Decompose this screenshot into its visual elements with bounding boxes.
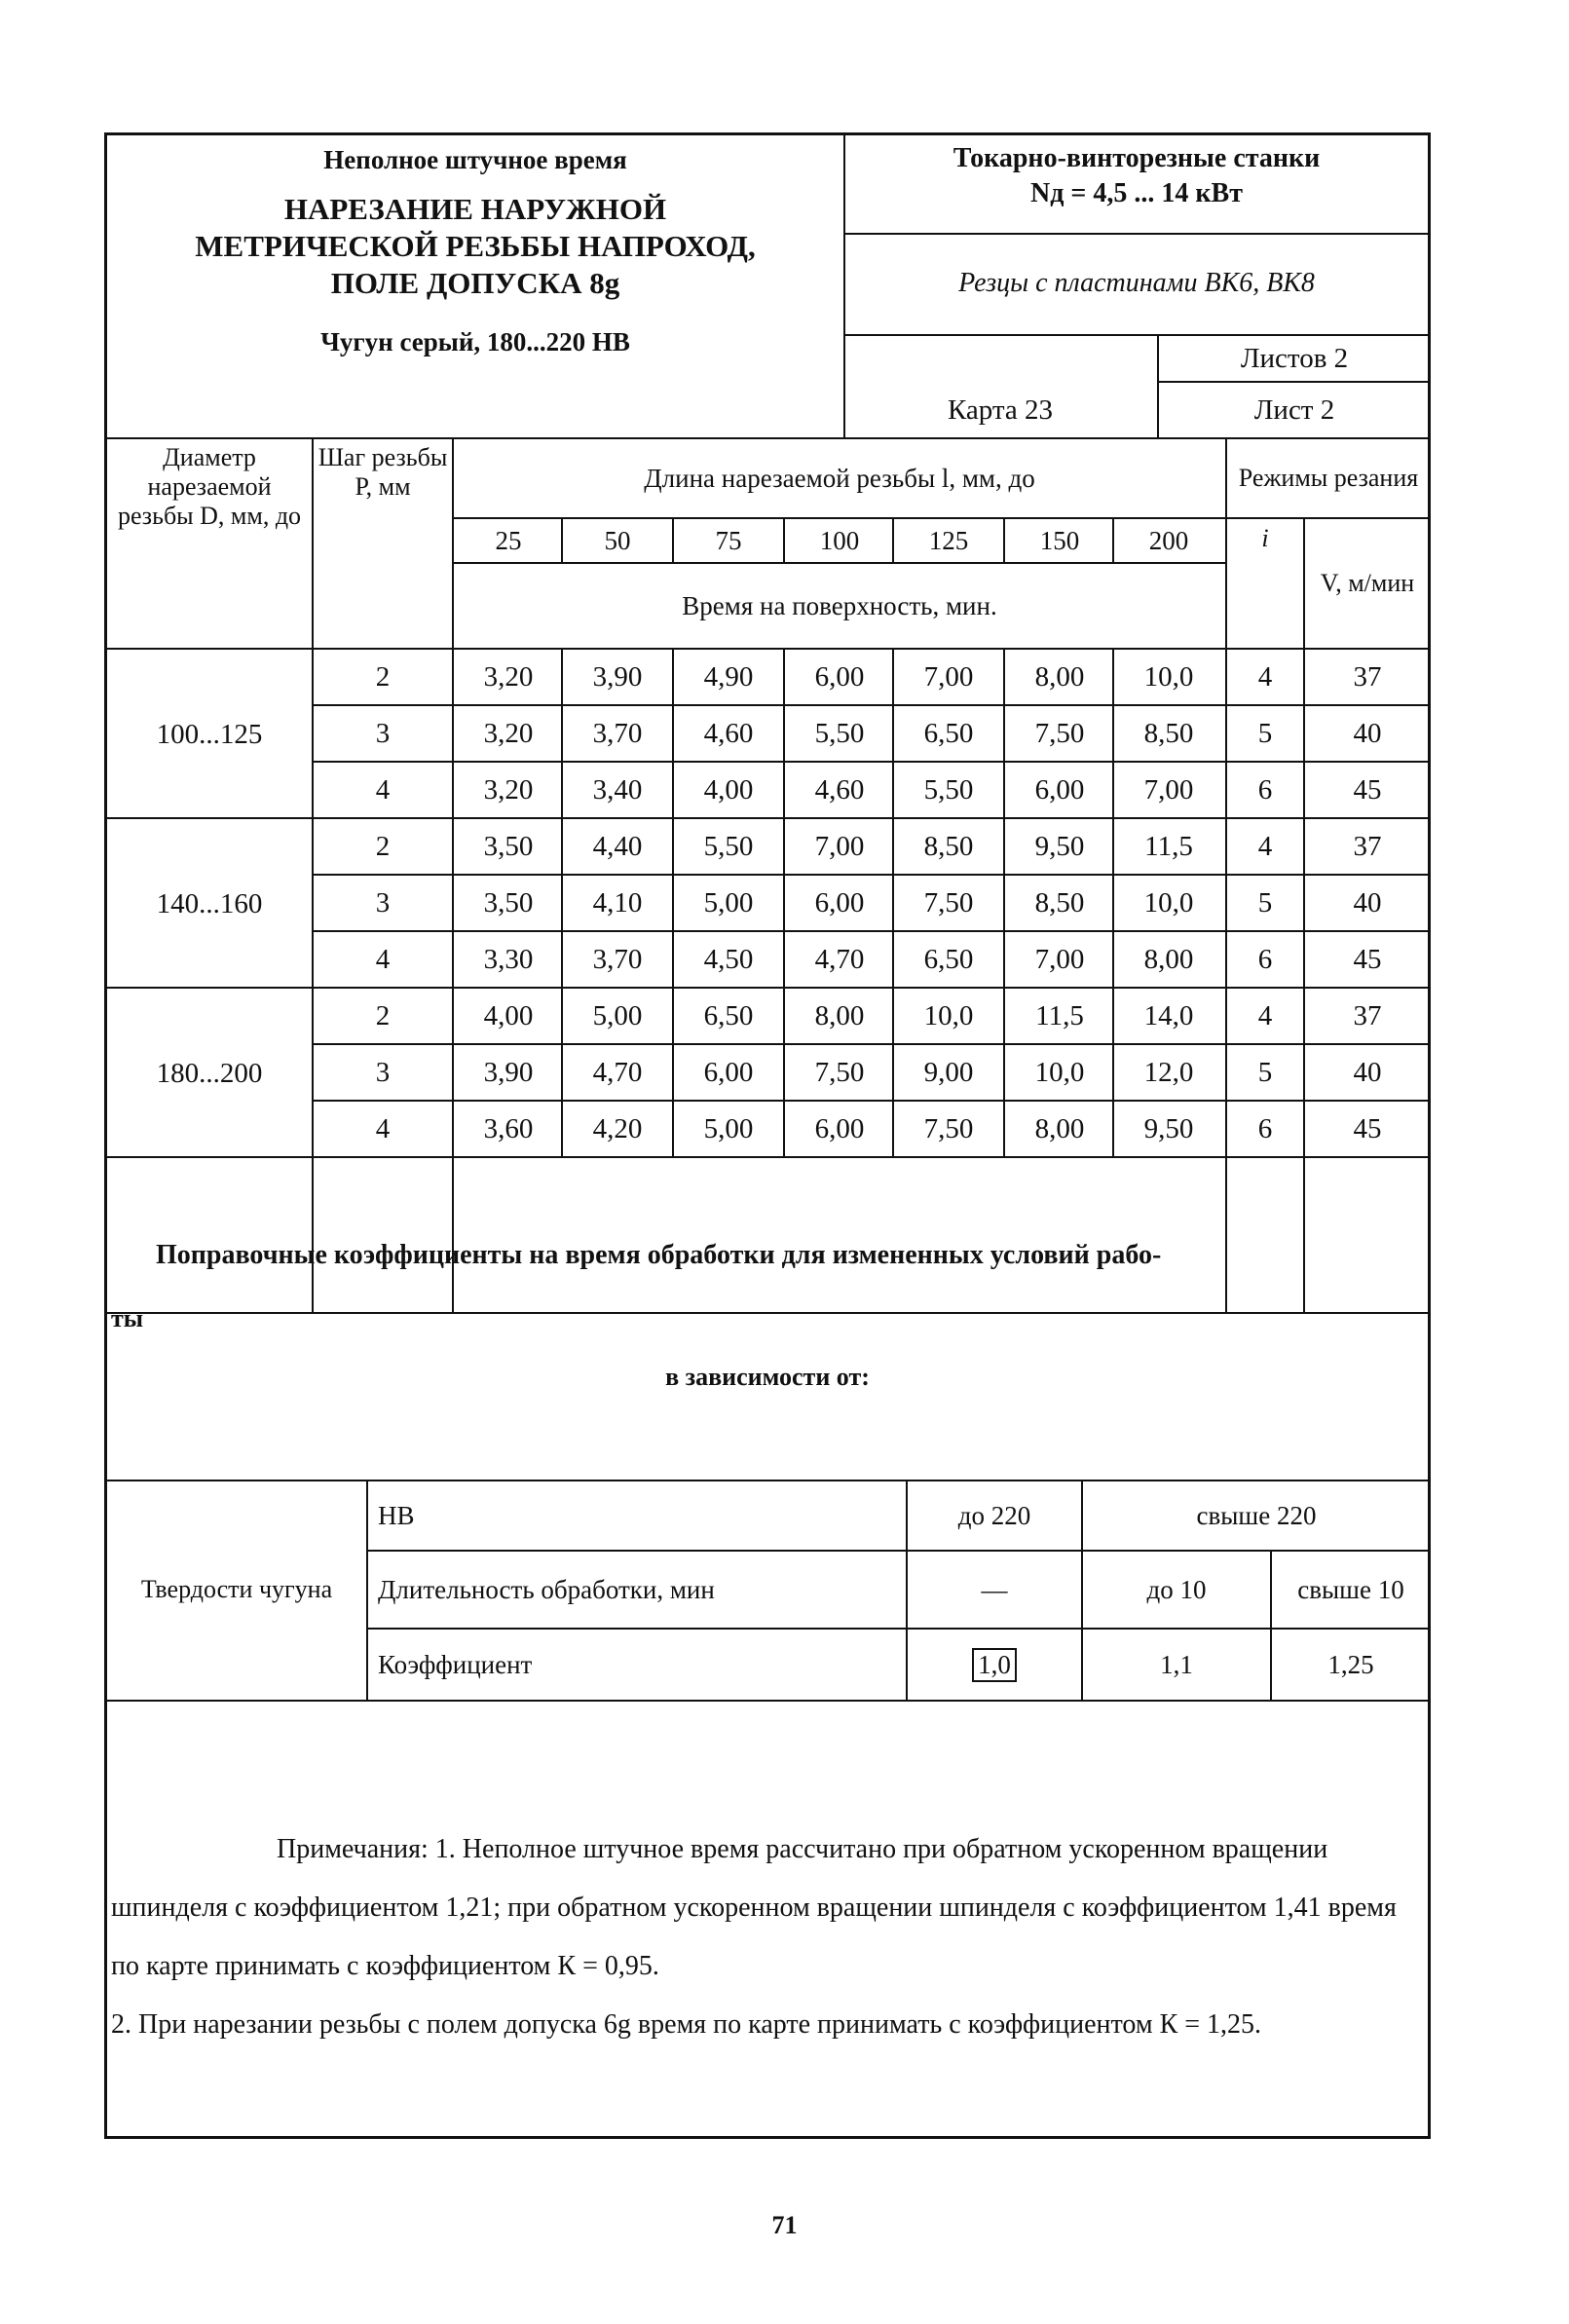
i-cell: 4 <box>1257 660 1273 693</box>
machine-power: Nд = 4,5 ... 14 кВт <box>1030 178 1243 208</box>
time-cell: 9,50 <box>1143 1112 1194 1144</box>
time-cell: 8,00 <box>1034 1112 1085 1144</box>
time-cell: 4,60 <box>703 717 754 749</box>
time-cell: 4,90 <box>703 660 754 693</box>
time-cell: 5,00 <box>592 999 643 1031</box>
time-cell: 3,20 <box>483 717 534 749</box>
time-cell: 3,50 <box>483 830 534 862</box>
diameter-cell: 100...125 <box>156 718 263 750</box>
corrections-text-line: Поправочные коэффициенты на время обработки для измененных условий рабо- <box>156 1240 1162 1270</box>
tools-label: Резцы с пластинами ВК6, ВК8 <box>958 268 1315 298</box>
time-cell: 7,00 <box>814 830 865 862</box>
time-cell: 8,50 <box>1143 717 1194 749</box>
note-1: Примечания: 1. Неполное штучное время рассчитано при обратном ускоренном вращении шпинделя с коэффициентом 1,21; при обратном ускоренном вращении шпинделя с коэффициентом 1,41 время по карте принимать с коэффициентом К = 0,95. <box>111 1834 1397 1981</box>
coef-value-2: 1,1 <box>1160 1649 1193 1679</box>
time-cell: 3,70 <box>592 717 643 749</box>
time-cell: 7,00 <box>1034 943 1085 975</box>
col-diameter-header: Диаметр нарезаемой резьбы D, мм, до <box>117 443 302 530</box>
doc-title <box>107 191 843 302</box>
factor-label: Твердости чугуна <box>140 1575 333 1603</box>
time-cell: 4,10 <box>592 886 643 918</box>
pitch-cell: 3 <box>375 1056 391 1088</box>
time-cell: 3,30 <box>483 943 534 975</box>
v-cell: 40 <box>1353 886 1382 918</box>
time-cell: 6,00 <box>1034 773 1085 806</box>
time-cell: 4,40 <box>592 830 643 862</box>
doc-title-line: ПОЛЕ ДОПУСКА 8g <box>330 266 620 300</box>
i-cell: 6 <box>1257 943 1273 975</box>
time-cell: 4,00 <box>703 773 754 806</box>
time-cell: 8,50 <box>1034 886 1085 918</box>
corrections-text-line: ты <box>111 1304 144 1332</box>
v-cell: 45 <box>1353 943 1382 975</box>
time-cell: 6,50 <box>923 717 974 749</box>
time-cell: 8,00 <box>1143 943 1194 975</box>
duration-dash: — <box>981 1574 1008 1604</box>
coef-value-3: 1,25 <box>1327 1649 1374 1679</box>
time-cell: 4,70 <box>592 1056 643 1088</box>
pitch-cell: 2 <box>375 999 391 1031</box>
time-cell: 11,5 <box>1035 999 1084 1031</box>
time-cell: 6,00 <box>814 886 865 918</box>
machine-label <box>843 135 1430 233</box>
notes <box>111 1820 1426 2054</box>
duration-label: Длительность обработки, мин <box>378 1574 715 1604</box>
time-cell: 3,50 <box>483 886 534 918</box>
time-cell: 10,0 <box>1034 1056 1085 1088</box>
sheet-number: Лист 2 <box>1253 394 1335 426</box>
col-length-header: Длина нарезаемой резьбы l, мм, до <box>644 463 1035 493</box>
length-column-header: 75 <box>715 525 742 555</box>
time-cell: 6,00 <box>703 1056 754 1088</box>
page-number: 71 <box>771 2211 798 2239</box>
time-cell: 7,50 <box>1034 717 1085 749</box>
time-cell: 3,70 <box>592 943 643 975</box>
v-cell: 37 <box>1353 660 1382 693</box>
time-cell: 5,50 <box>814 717 865 749</box>
time-cell: 5,00 <box>703 886 754 918</box>
time-cell: 4,20 <box>592 1112 643 1144</box>
time-cell: 3,40 <box>592 773 643 806</box>
length-column-header: 25 <box>495 525 522 555</box>
time-cell: 4,00 <box>483 999 534 1031</box>
i-cell: 6 <box>1257 1112 1273 1144</box>
machine-type: Токарно-винторезные станки <box>953 143 1321 173</box>
length-column-header: 150 <box>1039 525 1080 555</box>
pitch-cell: 4 <box>375 943 391 975</box>
col-modes-header: Режимы резания <box>1238 464 1419 492</box>
time-cell: 5,50 <box>703 830 754 862</box>
length-column-header: 50 <box>604 525 631 555</box>
time-cell: 7,00 <box>1143 773 1194 806</box>
i-cell: 4 <box>1257 999 1273 1031</box>
length-column-header: 125 <box>928 525 969 555</box>
card-number: Карта 23 <box>947 394 1054 426</box>
v-cell: 37 <box>1353 830 1382 862</box>
i-cell: 6 <box>1257 773 1273 806</box>
time-cell: 14,0 <box>1143 999 1194 1031</box>
document-frame <box>104 132 1431 2139</box>
corrections-subtitle: в зависимости от: <box>665 1363 870 1391</box>
time-cell: 6,50 <box>703 999 754 1031</box>
duration-over: свыше 10 <box>1297 1574 1404 1604</box>
doc-title-line: МЕТРИЧЕСКОЙ РЕЗЬБЫ НАПРОХОД, <box>195 229 756 263</box>
length-column-header: 100 <box>819 525 860 555</box>
time-cell: 4,60 <box>814 773 865 806</box>
i-cell: 4 <box>1257 830 1273 862</box>
i-cell: 5 <box>1257 1056 1273 1088</box>
time-cell: 5,50 <box>923 773 974 806</box>
time-cell: 3,20 <box>483 660 534 693</box>
duration-upto: до 10 <box>1146 1574 1207 1604</box>
time-cell: 7,50 <box>923 1112 974 1144</box>
col-v-header: V, м/мин <box>1320 569 1415 597</box>
v-cell: 37 <box>1353 999 1382 1031</box>
time-cell: 12,0 <box>1143 1056 1194 1088</box>
pitch-cell: 4 <box>375 773 391 806</box>
coef-value-1 <box>908 1630 1081 1700</box>
time-cell: 6,50 <box>923 943 974 975</box>
time-cell: 8,00 <box>814 999 865 1031</box>
doc-subtitle: Неполное штучное время <box>323 145 627 174</box>
time-cell: 10,0 <box>1143 886 1194 918</box>
col-i-header: i <box>1261 524 1269 552</box>
time-cell: 7,50 <box>814 1056 865 1088</box>
coef-label: Коэффициент <box>378 1649 533 1679</box>
time-cell: 11,5 <box>1144 830 1193 862</box>
pitch-cell: 2 <box>375 660 391 693</box>
time-cell: 6,00 <box>814 1112 865 1144</box>
time-cell: 4,70 <box>814 943 865 975</box>
time-cell: 4,50 <box>703 943 754 975</box>
time-cell: 7,00 <box>923 660 974 693</box>
hb-upto: до 220 <box>957 1500 1031 1530</box>
col-pitch-header: Шаг резьбы Р, мм <box>318 443 448 501</box>
time-cell: 8,50 <box>923 830 974 862</box>
time-cell: 3,20 <box>483 773 534 806</box>
diameter-cell: 140...160 <box>156 887 263 919</box>
time-cell: 3,60 <box>483 1112 534 1144</box>
v-cell: 40 <box>1353 717 1382 749</box>
time-cell: 9,00 <box>923 1056 974 1088</box>
sheets-total: Листов 2 <box>1240 342 1349 374</box>
pitch-cell: 4 <box>375 1112 391 1144</box>
pitch-cell: 3 <box>375 886 391 918</box>
time-label: Время на поверхность, мин. <box>682 590 997 620</box>
time-cell: 10,0 <box>923 999 974 1031</box>
hb-over: свыше 220 <box>1196 1500 1317 1530</box>
time-cell: 8,00 <box>1034 660 1085 693</box>
time-cell: 7,50 <box>923 886 974 918</box>
time-cell: 9,50 <box>1034 830 1085 862</box>
time-cell: 3,90 <box>592 660 643 693</box>
diameter-cell: 180...200 <box>156 1057 263 1089</box>
v-cell: 40 <box>1353 1056 1382 1088</box>
doc-title-line: НАРЕЗАНИЕ НАРУЖНОЙ <box>283 192 667 226</box>
time-cell: 5,00 <box>703 1112 754 1144</box>
time-cell: 6,00 <box>814 660 865 693</box>
time-cell: 3,90 <box>483 1056 534 1088</box>
hb-label: НВ <box>378 1500 415 1530</box>
header-title-block <box>107 135 843 435</box>
pitch-cell: 2 <box>375 830 391 862</box>
i-cell: 5 <box>1257 717 1273 749</box>
pitch-cell: 3 <box>375 717 391 749</box>
i-cell: 5 <box>1257 886 1273 918</box>
time-cell: 10,0 <box>1143 660 1194 693</box>
note-2: 2. При нарезании резьбы с полем допуска 6g время по карте принимать с коэффициентом К = 1,25. <box>111 2009 1262 2040</box>
length-column-header: 200 <box>1148 525 1189 555</box>
corrections-text <box>156 1236 1402 1275</box>
v-cell: 45 <box>1353 1112 1382 1144</box>
v-cell: 45 <box>1353 773 1382 806</box>
material-label: Чугун серый, 180...220 НВ <box>320 327 630 356</box>
coef-value-1-box: 1,0 <box>972 1648 1017 1682</box>
